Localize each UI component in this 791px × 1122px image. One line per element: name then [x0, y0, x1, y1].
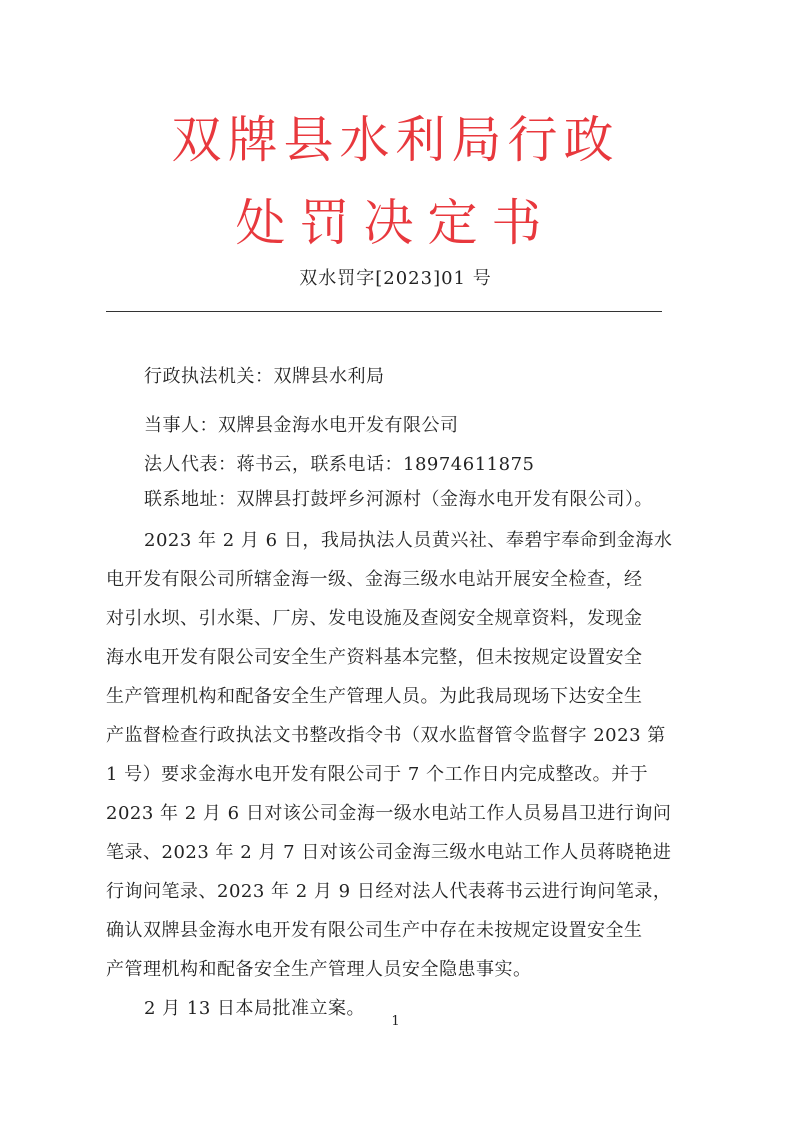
header-divider — [106, 311, 662, 312]
party-name: 当事人：双牌县金海水电开发有限公司 — [144, 415, 459, 436]
body-line: 笔录、2023 年 2 月 7 日对该公司金海三级水电站工作人员蒋晓艳进 — [106, 842, 672, 863]
contact-address: 联系地址：双牌县打鼓坪乡河源村（金海水电开发有限公司）。 — [144, 489, 653, 510]
body-line: 对引水坝、引水渠、厂房、发电设施及查阅安全规章资料，发现金 — [106, 608, 643, 629]
body-line: 产监督检查行政执法文书整改指令书（双水监督管令监督字 2023 第 — [106, 725, 666, 746]
body-line: 1 号）要求金海水电开发有限公司于 7 个工作日内完成整改。并于 — [106, 764, 649, 785]
document-title-line-2: 处罚决定书 — [235, 194, 556, 252]
body-line: 海水电开发有限公司安全生产资料基本完整，但未按规定设置安全 — [106, 647, 643, 668]
enforcement-agency: 行政执法机关：双牌县水利局 — [144, 366, 385, 387]
body-line: 电开发有限公司所辖金海一级、金海三级水电站开展安全检查，经 — [106, 569, 643, 590]
legal-representative: 法人代表：蒋书云，联系电话：18974611875 — [144, 454, 535, 475]
page-number: 1 — [391, 1014, 400, 1029]
filing-statement: 2 月 13 日本局批准立案。 — [144, 998, 366, 1019]
body-line: 确认双牌县金海水电开发有限公司生产中存在未按规定设置安全生 — [106, 920, 643, 941]
body-line: 生产管理机构和配备安全生产管理人员。为此我局现场下达安全生 — [106, 686, 643, 707]
document-number: 双水罚字[2023]01 号 — [299, 268, 492, 289]
body-line: 行询问笔录、2023 年 2 月 9 日经对法人代表蒋书云进行询问笔录， — [106, 881, 672, 902]
body-line: 2023 年 2 月 6 日对该公司金海一级水电站工作人员易昌卫进行询问 — [106, 803, 672, 824]
document-title-line-1: 双牌县水利局行政 — [171, 111, 620, 169]
body-line: 2023 年 2 月 6 日，我局执法人员黄兴社、奉碧宇奉命到金海水 — [144, 530, 673, 551]
body-line: 产管理机构和配备安全生产管理人员安全隐患事实。 — [106, 959, 532, 980]
